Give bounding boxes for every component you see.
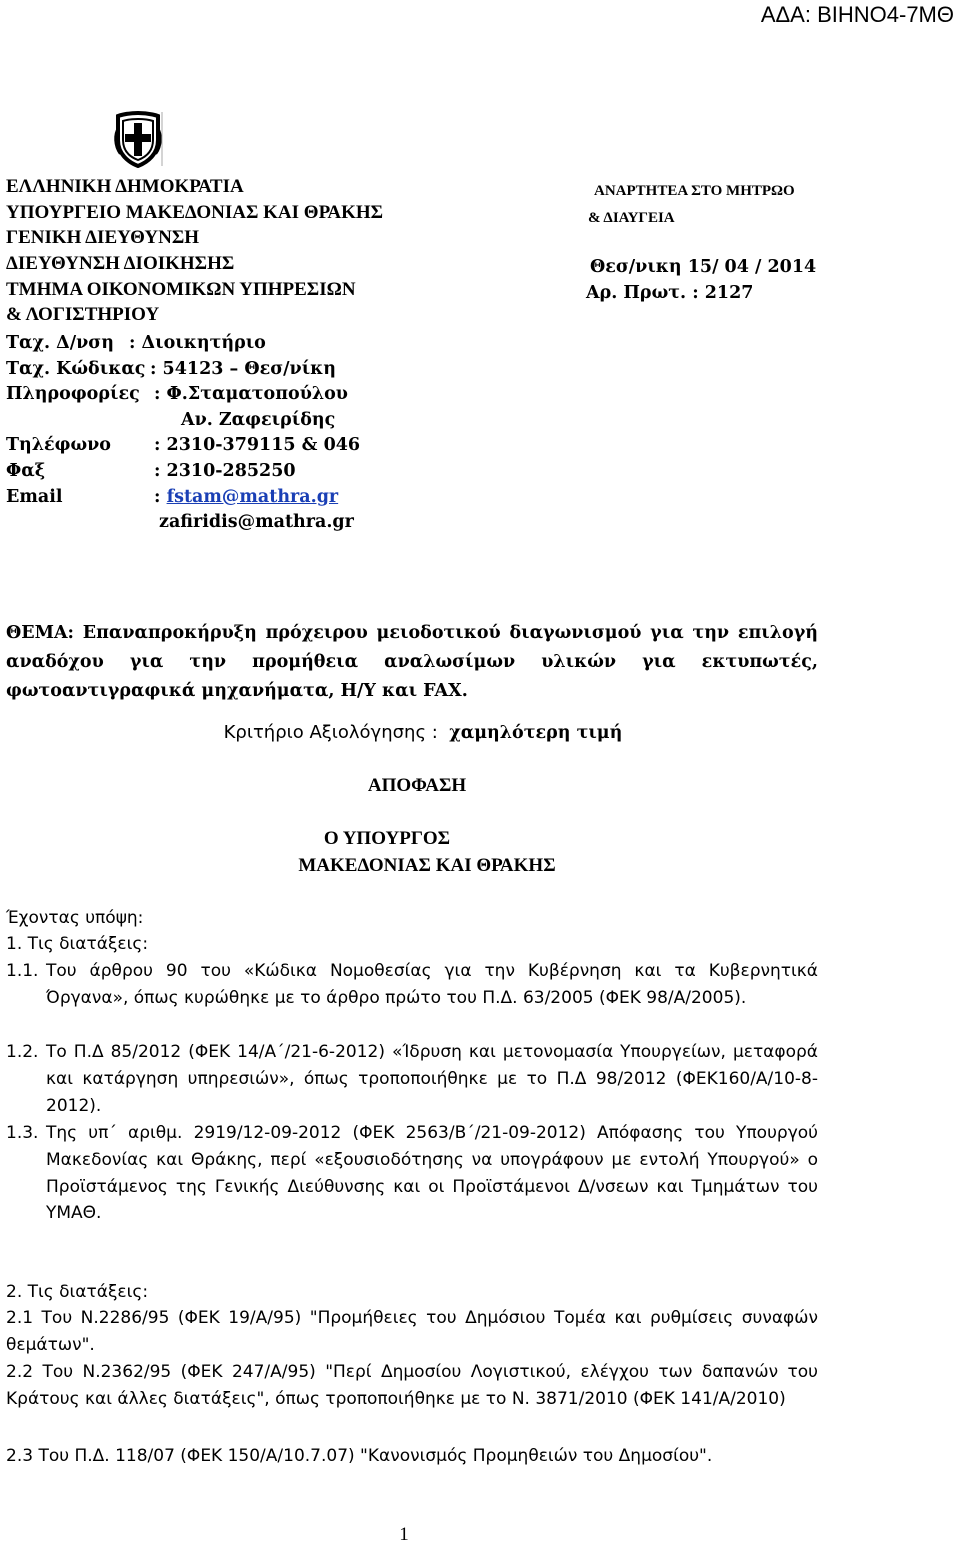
greek-coat-of-arms-icon xyxy=(112,110,164,168)
issuer-line: ΤΜΗΜΑ ΟΙΚΟΝΟΜΙΚΩΝ ΥΠΗΡΕΣΙΩΝ xyxy=(6,278,356,300)
item-text: Της υπ΄ αριθμ. 2919/12-09-2012 (ΦΕΚ 2563/Β΄/21-09-2012) Απόφασης του Υπουργού Μακεδονίας και Θράκης, περί «εξουσιοδότησης να υπογράφουν με εντολή Υπουργού» ο Προϊστάμενος της Γενικής Διεύθυνσης και οι Προϊστάμενοι Δ/νσεων και Τμημάτων του ΥΜΑΘ. xyxy=(46,1123,818,1224)
sender-value: : Διοικητήριο xyxy=(129,333,266,353)
list-item xyxy=(6,1120,818,1227)
publish-notice xyxy=(588,178,795,232)
issuer-line: & ΛΟΓΙΣΤΗΡΙΟΥ xyxy=(6,304,160,326)
email-value: zafiridis@mathra.gr xyxy=(159,512,354,533)
publish-line: ΑΝΑΡΤΗΤΕΑ ΣΤΟ ΜΗΤΡΩΟ xyxy=(594,183,795,199)
email-link[interactable]: fstam@mathra.gr xyxy=(166,486,339,507)
sender-value: : 2310-285250 xyxy=(154,460,296,481)
sender-value: : 2310-379115 & 046 xyxy=(154,435,361,456)
item-text: Το Π.Δ 85/2012 (ΦΕΚ 14/Α΄/21-6-2012) «Ίδρυση και μετονομασία Υπουργείων, μεταφορά και κατάργηση υπηρεσιών», όπως τροποποιήθηκε με το Π.Δ 98/2012 (ΦΕΚ160/Α/10-8-2012). xyxy=(46,1042,818,1116)
list-item: 2.1 Του Ν.2286/95 (ΦΕΚ 19/Α/95) "Προμήθειες του Δημόσιου Τομέα και ρυθμίσεις συναφών θεμάτων". xyxy=(6,1308,818,1355)
minister-title: Ο ΥΠΟΥΡΓΟΣ xyxy=(323,828,451,849)
email-value xyxy=(154,485,338,511)
sender-label: Τηλέφωνο xyxy=(6,435,111,456)
protocol-number: Αρ. Πρωτ. : 2127 xyxy=(586,283,754,303)
issuer-line: ΔΙΕΥΘΥΝΣΗ ΔΙΟΙΚΗΣΗΣ xyxy=(6,253,235,275)
criterion-label: Κριτήριο Αξιολόγησης : xyxy=(223,722,438,743)
sender-value: : Φ.Σταματοπούλου xyxy=(154,384,348,405)
list-item: 2.3 Του Π.Δ. 118/07 (ΦΕΚ 150/Α/10.7.07) "Κανονισμός Προμηθειών του Δημοσίου". xyxy=(6,1446,713,1466)
document-date: Θεσ/νικη 15/ 04 / 2014 xyxy=(590,257,817,277)
sender-label: Πληροφορίες xyxy=(6,384,140,405)
decision-title: ΑΠΟΦΑΣΗ xyxy=(367,775,467,796)
email-prefix: : xyxy=(154,486,167,507)
sender-label: Ταχ. Δ/νση xyxy=(6,333,114,353)
email-label: Email xyxy=(6,486,63,507)
page-number: 1 xyxy=(399,1524,409,1545)
item-number: 1.3. xyxy=(6,1123,39,1143)
subject: ΘΕΜΑ: Επαναπροκήρυξη πρόχειρου μειοδοτικού διαγωνισμού για την επιλογή αναδόχου για την προμήθεια αναλωσίμων υλικών για εκτυπωτές, φωτοαντιγραφικά μηχανήματα, Η/Υ και FAX. xyxy=(6,623,818,701)
item-number: 1.2. xyxy=(6,1042,39,1062)
publish-line: & ΔΙΑΥΓΕΙΑ xyxy=(588,210,675,226)
list-item xyxy=(6,1039,818,1119)
sender-value: : 54123 – Θεσ/νίκη xyxy=(150,358,336,379)
issuer-line: ΕΛΛΗΝΙΚΗ ΔΗΜΟΚΡΑΤΙΑ xyxy=(6,176,244,197)
issuer-block xyxy=(6,174,383,328)
ministry-name: ΜΑΚΕΔΟΝΙΑΣ ΚΑΙ ΘΡΑΚΗΣ xyxy=(298,855,556,876)
sender-label: Φαξ xyxy=(6,460,46,481)
item-number: 1.1. xyxy=(6,961,39,981)
ada-code: ΑΔΑ: ΒΙΗΝΟ4-7ΜΘ xyxy=(760,2,954,27)
item-text: Του άρθρου 90 του «Κώδικα Νομοθεσίας για την Κυβέρνηση και τα Κυβερνητικά Όργανα», όπως κυρώθηκε με το άρθρο πρώτο του Π.Δ. 63/2005 (ΦΕΚ 98/Α/2005). xyxy=(46,961,818,1008)
list-item: 2.2 Του Ν.2362/95 (ΦΕΚ 247/Α/95) "Περί Δημοσίου Λογιστικού, ελέγχου των δαπανών του Κράτους και άλλες διατάξεις", όπως τροποποιήθηκε με το Ν. 3871/2010 (ΦΕΚ 141/Α/2010) xyxy=(6,1362,818,1409)
date-protocol-block xyxy=(586,254,817,306)
having-regard: Έχοντας υπόψη: xyxy=(6,908,144,928)
sender-label: Ταχ. Κώδικας xyxy=(6,358,146,379)
evaluation-criterion xyxy=(0,722,846,743)
section-title: 2. Τις διατάξεις: xyxy=(6,1282,149,1302)
sender-value: Αν. Ζαφειρίδης xyxy=(181,409,336,430)
section-title: 1. Τις διατάξεις: xyxy=(6,934,149,954)
issuer-line: ΥΠΟΥΡΓΕΙΟ ΜΑΚΕΔΟΝΙΑΣ ΚΑΙ ΘΡΑΚΗΣ xyxy=(6,201,384,223)
issuer-line: ΓΕΝΙΚΗ ΔΙΕΥΘΥΝΣΗ xyxy=(6,227,200,249)
list-item xyxy=(6,958,818,1012)
criterion-value: χαμηλότερη τιμή xyxy=(449,723,623,743)
